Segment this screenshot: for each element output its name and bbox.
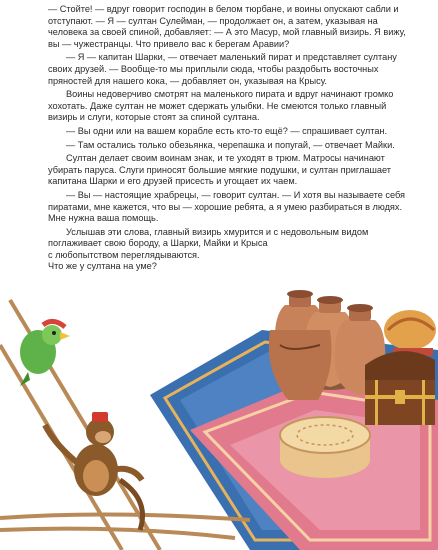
carpet-pink: [190, 380, 438, 550]
paragraph-6: Султан делает своим воинам знак, и те уходят в трюм. Матросы начинают убирать паруса. Слуги приносят большие мягкие подушки, и султан приглашает капитана Шарки и его друзей присесть и угощает их чаем.: [48, 153, 392, 187]
story-text: [48, 4, 418, 273]
paragraph-4: — Вы одни или на вашем корабле есть кто-то ещё? — спрашивает султан.: [66, 125, 388, 136]
paragraph-8: Услышав эти слова, главный визирь хмурится и с недовольным видом поглаживает свою бороду, а Шарки, Майки и Крыса: [48, 226, 369, 249]
monkey: [45, 412, 143, 530]
treasure-chest: [365, 351, 435, 425]
round-cushion: [280, 417, 370, 478]
spice-bundle: [384, 310, 436, 356]
paragraph-7: — Вы — настоящие храбрецы, — говорит султан. — И хотя вы называете себя пиратами, мне кажется, что вы — хорошие ребята, а я умею разбираться в людях. Мне нужна ваша помощь.: [48, 189, 406, 224]
carpet-blue: [150, 330, 438, 550]
paragraph-9: с любопытством переглядываются.: [48, 249, 200, 260]
ropes: [0, 300, 250, 550]
paragraph-1: — Стойте! — вдруг говорит господин в белом тюрбане, и воины опускают сабли и отступают. — Я — султан Сулейман, — продолжает он, а затем, указывая на человека за своей спиной, добавляет: — А это Масур, мой главный визирь. Я вижу, вы — чужестранцы. Что привело вас к берегам Аравии?: [48, 4, 406, 49]
paragraph-10: Что же у султана на уме?: [48, 261, 157, 272]
clay-jars: [269, 290, 385, 400]
paragraph-2: — Я — капитан Шарки, — отвечает маленький пират и представляет султану своих друзей. — Вообще-то мы приплыли сюда, чтобы раздобыть восточных пряностей для нашего кока, — добавляет он, указывая на Крысу.: [48, 52, 397, 86]
parrot: [20, 321, 70, 386]
paragraph-3: Воины недоверчиво смотрят на маленького пирата и вдруг начинают громко хохотать. Даже султан не может сдержать улыбки. Не смеются только главный визирь и слуги, которые стоят за спиной султана.: [48, 89, 394, 123]
paragraph-5: — Там остались только обезьянка, черепашка и попугай, — отвечает Майки.: [66, 139, 395, 150]
